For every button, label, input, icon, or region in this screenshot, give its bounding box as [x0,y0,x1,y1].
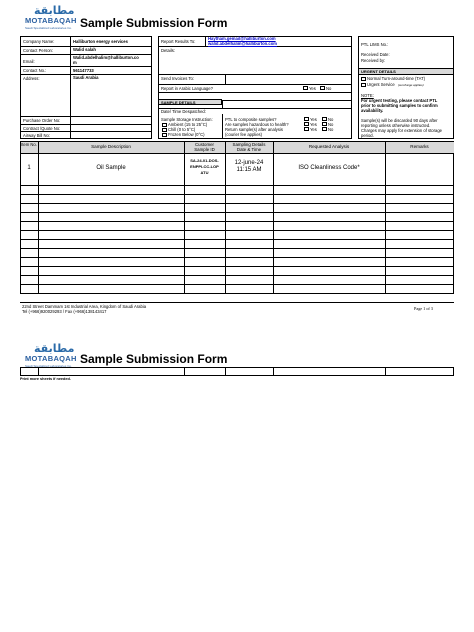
row1-cust-id-3[interactable]: ATU [200,170,209,175]
arabic-yes-label: Yes [309,86,316,91]
row1-cust-id-2[interactable]: ENPPI-CC-LOP [190,164,219,169]
col-header-item [20,142,38,147]
logo-tagline: Saudi Specialized Laboratories Co. [25,26,72,30]
report-results-label: Report Results To: [161,39,196,44]
company-name-value[interactable]: Halliburton energy services [73,39,128,44]
composite-yes-label: Yes [310,117,317,122]
received-by-label: Received by: [361,58,386,63]
arabic-no-checkbox[interactable] [320,86,325,90]
address-value[interactable]: Saudi Arabia [73,75,99,80]
note-text-3: availability. [361,108,384,113]
hazardous-no-label: No [328,122,334,127]
row1-item[interactable]: 1 [27,165,31,171]
contact-no-value[interactable]: 561147733 [73,68,94,73]
col-header-cust-id-text: Customer Sample ID [194,142,215,152]
print-more-note: Print more sheets if needed. [20,377,71,381]
composite-yes-checkbox[interactable] [304,117,309,121]
disposal-text-4: period. [361,133,374,138]
return-yes-checkbox[interactable] [304,127,309,131]
note-text-1: For urgent testing, please contact PTL [361,98,438,103]
send-invoices-label: Send Invoices To: [161,76,194,81]
col-header-remarks [385,144,454,149]
hazardous-label: Are samples hazardous to health? [225,122,289,127]
logo [20,2,77,34]
row1-date[interactable]: 12-june-24 [234,160,264,166]
disposal-text-1: Sample(s) will be discarded 90 days after [361,118,438,123]
row1-desc[interactable]: Oil Sample [96,165,126,171]
page2-title: Sample Submission Form [80,352,228,366]
storage-frozen-checkbox[interactable] [162,133,167,137]
quote-label: Contract /Quote No: [23,126,61,131]
company-name-label: Company Name: [23,39,55,44]
logo-english: MOTABAQAH [25,16,77,25]
storage-label: Sample Storage Instruction: [161,117,213,122]
hazardous-yes-checkbox[interactable] [304,122,309,126]
contact-person-label: Contact Person: [23,48,54,53]
surcharge-label: (surcharge applies) [398,82,424,87]
note-label: NOTE: [361,93,374,98]
logo-tagline-page2: Saudi Specialized Laboratories Co. [25,364,72,368]
col-header-desc-text: Sample Description [91,144,131,149]
urgent-service-checkbox[interactable] [361,83,366,87]
footer-address: 22nd Street Dammam 1st Industrial Area, Kingdom of Saudi Arabia [22,304,147,309]
col-header-cust-id [188,142,221,152]
row1-analysis[interactable]: ISO Cleanliness Code* [298,165,360,171]
logo-arabic-page2: مطابقة [34,342,75,355]
note-text-2: prior to submitting samples to confirm [361,103,438,108]
footer-page-number: Page 1 of 3 [414,306,433,311]
airway-label: Airway Bill No: [23,133,50,138]
return-samples-label: Return sample(s) after analysis [225,127,283,132]
return-yes-label: Yes [310,127,317,132]
return-no-checkbox[interactable] [322,127,327,131]
po-label: Purchase Order No: [23,118,61,123]
footer-phone: Tel (+966)920029293 / Fax (+966)138143417 [22,309,107,314]
received-date-label: Received Date: [361,52,390,57]
col-header-analysis [273,144,385,149]
sample-details-header: SAMPLE DETAILS [158,99,222,105]
col-header-desc [38,144,184,149]
composite-no-label: No [328,117,334,122]
storage-frozen-label: Frozen Below (0°C) [168,132,205,137]
footer-rule [20,302,454,303]
ptl-composite-label: PTL to composite samples? [225,117,277,122]
urgent-details-header: URGENT DETAILS [358,68,454,75]
storage-chill-label: Chill (0 to 5°C) [168,127,196,132]
composite-no-checkbox[interactable] [322,117,327,121]
col-header-analysis-text: Requested Analysis [308,144,350,149]
contact-no-label: Contact No.: [23,68,47,73]
arabic-no-label: No [326,86,332,91]
email-label: Email: [23,59,35,64]
urgent-service-label: Urgent Service [367,82,395,87]
disposal-text-3: Charges may apply for extension of storage [361,128,443,133]
lims-no-label: PTL LIMS No.: [361,42,389,47]
storage-ambient-checkbox[interactable] [162,123,167,127]
courier-fee-label: (courier fee applies) [225,132,263,137]
storage-chill-checkbox[interactable] [162,128,167,132]
row1-cust-id-1[interactable]: SA-24-01-DOS- [190,158,219,163]
logo-english-page2: MOTABAQAH [25,354,77,363]
hazardous-no-checkbox[interactable] [322,122,327,126]
logo-arabic: مطابقة [34,4,75,17]
email-value-2[interactable]: m [73,60,77,65]
arabic-yes-checkbox[interactable] [303,86,308,90]
contact-person-value[interactable]: Walid salah [73,47,96,52]
address-label: Address: [23,76,40,81]
report-email-1[interactable]: Haytham.gemail@halliburton.com [208,36,276,41]
col-header-sampling-text: Sampling Details Date & Time [232,142,266,152]
report-email-2[interactable]: walid.abdelhalim@halliburton.com [208,41,277,46]
details-label: Details: [161,48,175,53]
normal-tat-label: Normal Turn-around-time (TAT) [367,76,426,81]
col-header-remarks-text: Remarks [410,144,429,149]
arabic-language-label: Report in Arabic Language? [161,86,213,91]
normal-tat-checkbox[interactable] [361,77,366,81]
date-time-despatched-label: Date/ Time Despatched: [161,109,206,114]
hazardous-yes-label: Yes [310,122,317,127]
col-header-sampling [228,142,270,152]
col-header-item-text: Item No. [21,142,37,147]
return-no-label: No [328,127,334,132]
email-value-1[interactable]: Walid.abdelhalim@halliburton.co [73,55,139,60]
page2-grid [20,367,454,376]
storage-ambient-label: Ambient (15 to 25°C) [168,122,208,127]
page-title: Sample Submission Form [80,16,228,30]
row1-time[interactable]: 11:15 AM [236,167,262,173]
disposal-text-2: reporting unless otherwise instructed. [361,123,431,128]
